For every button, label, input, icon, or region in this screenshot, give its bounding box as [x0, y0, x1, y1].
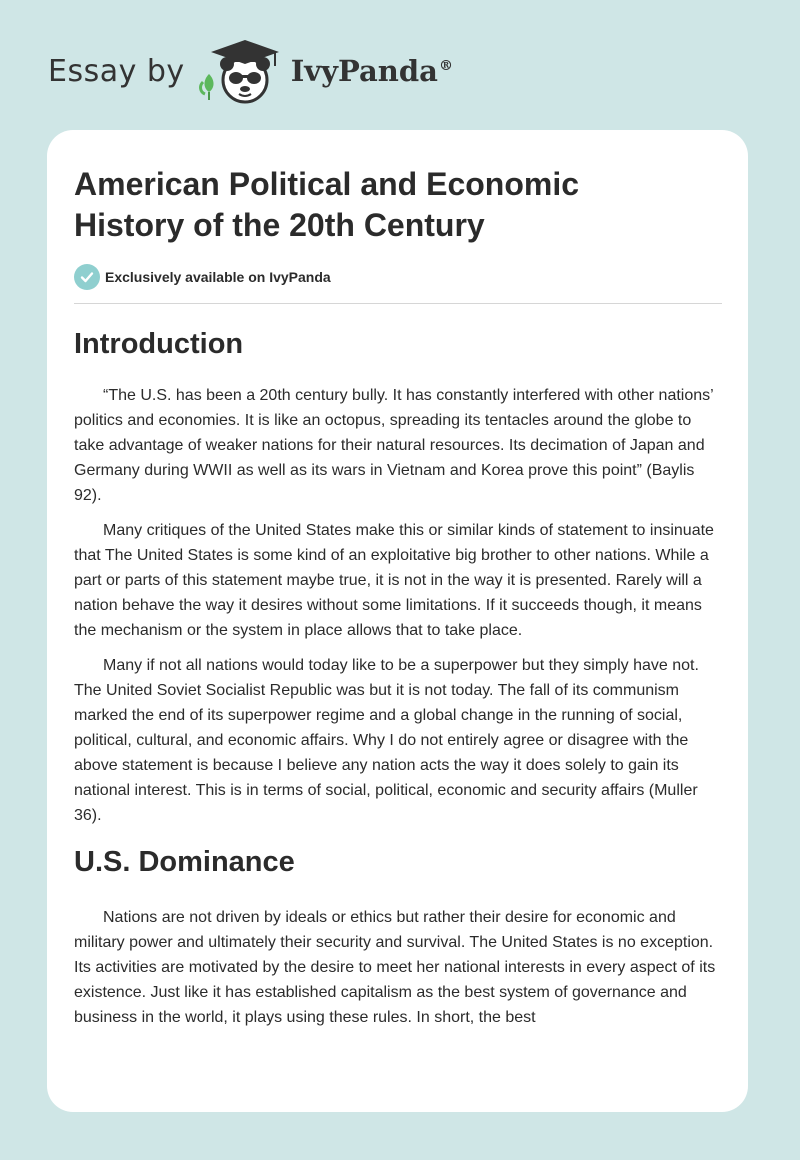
- registered-mark: ®: [438, 58, 453, 75]
- exclusive-badge: [74, 264, 331, 290]
- paragraph: Many critiques of the United States make this or similar kinds of statement to insinuate that The United States is some kind of an exploitative big brother to other nations. While a part or parts of this statement maybe true, it is not in the way it is presented. Rarely will a nation behave the way it desires without some limitations. If it succeeds though, it means the mechanism or the system in place allows that to take place.: [74, 522, 714, 639]
- essay-content: [74, 320, 722, 1040]
- brand-name: IvyPanda®: [290, 54, 453, 88]
- section-heading-us-dominance: U.S. Dominance: [74, 846, 295, 878]
- brand-header: [48, 36, 453, 106]
- check-circle-icon: [74, 264, 100, 290]
- badge-text: Exclusively available on IvyPanda: [105, 269, 331, 285]
- section-heading-introduction: Introduction: [74, 328, 244, 360]
- essay-card: [47, 130, 748, 1112]
- divider: [74, 303, 722, 304]
- paragraph: Nations are not driven by ideals or ethics but rather their desire for economic and military power and ultimately their security and survival. The United States is no exception. Its activities are motivated by the desire to meet her national interests in every aspect of its existence. Just like it has established capitalism as the best system of governance and business in the world, it plays using these rules. In short, the best: [74, 909, 716, 1026]
- paragraph: Many if not all nations would today like to be a superpower but they simply have not. The United Soviet Socialist Republic was but it is not today. The fall of its communism marked the end of its superpower regime and a global change in the running of social, political, cultural, and economic affairs. Why I do not entirely agree or disagree with the above statement is because I believe any nation acts the way it does solely to gain its national interest. This is in terms of social, political, economic and security affairs (Muller 36).: [74, 657, 699, 824]
- brand-prefix: Essay by: [48, 53, 185, 89]
- panda-logo-icon: [195, 36, 287, 106]
- paragraph: “The U.S. has been a 20th century bully. It has constantly interfered with other nations’ politics and economies. It is like an octopus, spreading its tentacles around the globe to take advantage of weaker nations for their natural resources. Its decimation of Japan and Germany during WWII as well as its wars in Vietnam and Korea prove this point” (Baylis 92).: [74, 387, 714, 504]
- essay-title: American Political and Economic History of the 20th Century: [74, 166, 580, 243]
